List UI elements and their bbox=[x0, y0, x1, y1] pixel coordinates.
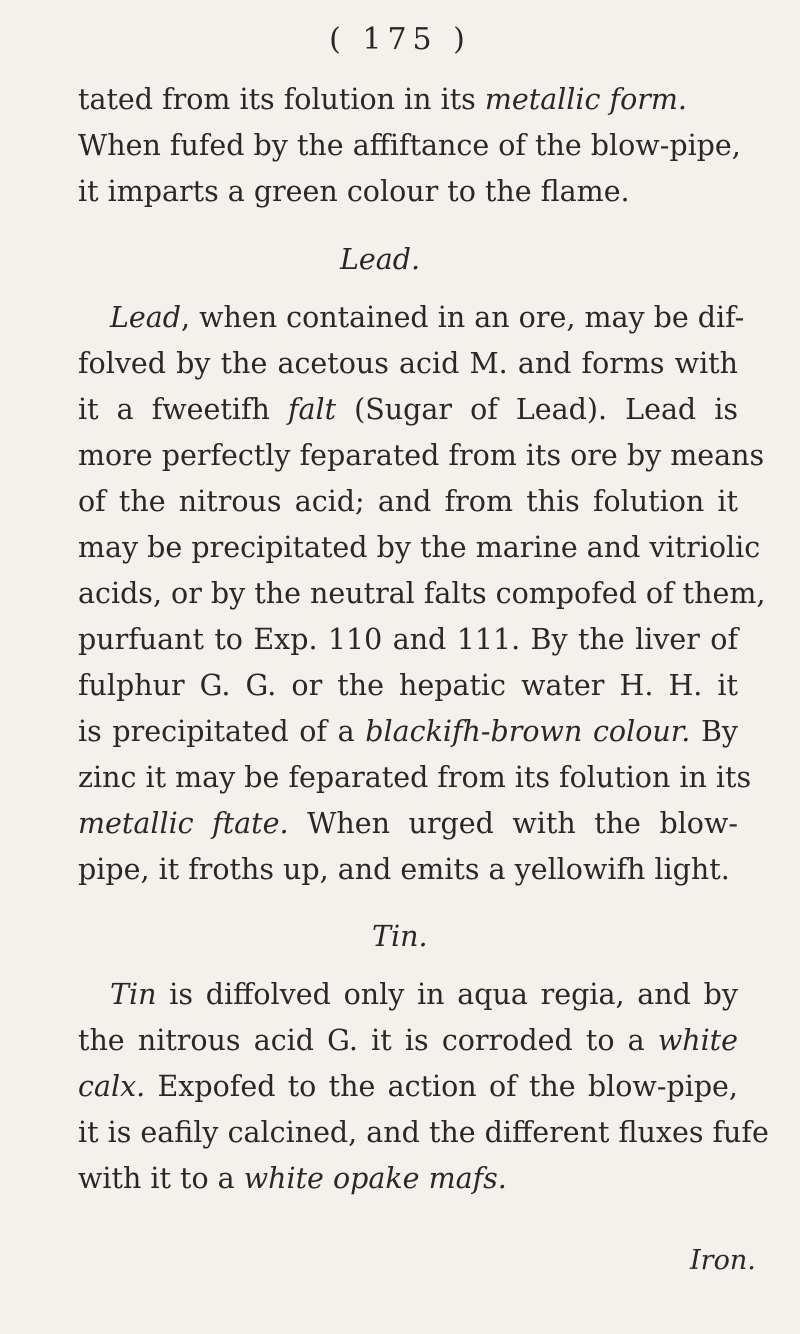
text-line: of the nitrous acid; and from this folution it bbox=[78, 485, 738, 518]
section-heading-lead: Lead. bbox=[340, 243, 421, 276]
text-line: is precipitated of a blackifh-brown colour. By bbox=[78, 715, 738, 748]
text-line: the nitrous acid G. it is corroded to a white bbox=[78, 1024, 738, 1057]
text-line: zinc it may be feparated from its folution in its bbox=[78, 761, 752, 794]
text-line: more perfectly feparated from its ore by means bbox=[78, 439, 765, 472]
text-line: folved by the acetous acid M. and forms with bbox=[78, 347, 738, 380]
text-line: with it to a white opake mafs. bbox=[78, 1162, 507, 1195]
text-line: it imparts a green colour to the flame. bbox=[78, 175, 630, 208]
page-number: ( 175 ) bbox=[329, 22, 471, 57]
text-line: fulphur G. G. or the hepatic water H. H. it bbox=[78, 669, 738, 702]
text-line: Tin is diffolved only in aqua regia, and by bbox=[110, 978, 738, 1011]
text-line: tated from its folution in its metallic form. bbox=[78, 83, 687, 116]
section-heading-tin: Tin. bbox=[372, 920, 428, 953]
text-line: metallic ftate. When urged with the blow- bbox=[78, 807, 738, 840]
text-line: Lead, when contained in an ore, may be dif- bbox=[110, 301, 745, 334]
text-line: it is eafily calcined, and the different fluxes fufe bbox=[78, 1116, 769, 1149]
catchword: Iron. bbox=[690, 1245, 756, 1276]
text-line: may be precipitated by the marine and vitriolic bbox=[78, 531, 761, 564]
text-line: pipe, it froths up, and emits a yellowifh light. bbox=[78, 853, 730, 886]
text-line: it a fweetifh falt (Sugar of Lead). Lead is bbox=[78, 393, 738, 426]
text-line: calx. Expofed to the action of the blow-pipe, bbox=[78, 1070, 738, 1103]
text-line: When fufed by the affiftance of the blow-pipe, bbox=[78, 129, 741, 162]
text-line: acids, or by the neutral falts compofed of them, bbox=[78, 577, 766, 610]
text-line: purfuant to Exp. 110 and 111. By the liver of bbox=[78, 623, 738, 656]
